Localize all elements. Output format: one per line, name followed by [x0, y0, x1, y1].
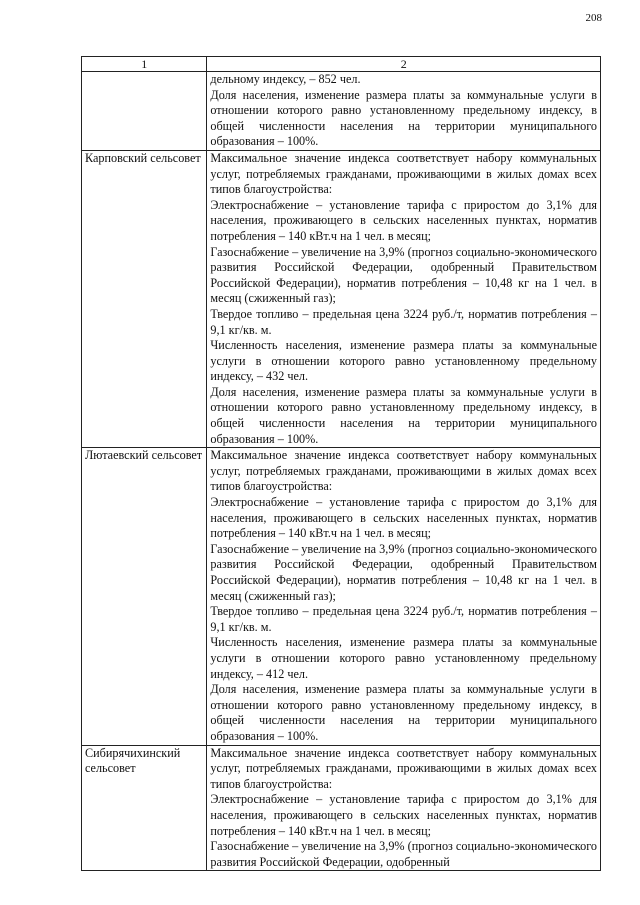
municipality-cell: Лютаевский сельсовет: [82, 448, 207, 745]
municipality-cell: Карповский сельсовет: [82, 150, 207, 447]
description-cell: [207, 72, 601, 151]
description-paragraph: Максимальное значение индекса соответствует набору коммунальных услуг, потребляемых гражданами, проживающими в жилых домах всех типов благоустройства:: [210, 745, 597, 791]
description-paragraph: Электроснабжение – установление тарифа с приростом до 3,1% для населения, проживающего в сельских населенных пунктах, норматив потребления – 140 кВт.ч на 1 чел. в месяц;: [210, 792, 597, 838]
description-paragraph: Максимальное значение индекса соответствует набору коммунальных услуг, потребляемых гражданами, проживающими в жилых домах всех типов благоустройства:: [210, 150, 597, 197]
description-paragraph: Доля населения, изменение размера платы за коммунальные услуги в отношении которого равно установленному предельному индексу, в общей численности населения на территории муниципального образования – 100%.: [210, 682, 597, 743]
description-paragraph: Электроснабжение – установление тарифа с приростом до 3,1% для населения, проживающего в сельских населенных пунктах, норматив потребления – 140 кВт.ч на 1 чел. в месяц;: [210, 495, 597, 541]
description-paragraph: Доля населения, изменение размера платы за коммунальные услуги в отношении которого равно установленному предельному индексу, в общей численности населения на территории муниципального образования – 100%.: [210, 384, 597, 446]
description-paragraph: Твердое топливо – предельная цена 3224 руб./т, норматив потребления – 9,1 кг/кв. м.: [210, 604, 597, 634]
municipality-cell: Сибирячихинский сельсовет: [82, 745, 207, 871]
table-header-row: [82, 57, 601, 72]
description-paragraph: Доля населения, изменение размера платы за коммунальные услуги в отношении которого равно установленному предельному индексу, в общей численности населения на территории муниципального образования – 100%.: [210, 87, 597, 149]
description-paragraph: Газоснабжение – увеличение на 3,9% (прогноз социально-экономического развития Российской Федерации, одобренный: [210, 839, 597, 869]
table-row: [82, 745, 601, 871]
description-paragraph: Газоснабжение – увеличение на 3,9% (прогноз социально-экономического развития Российской Федерации, одобренный Правительством Российской Федерации), норматив потребления – 10,48 кг на 1 чел. в месяц (сжиженный газ);: [210, 541, 597, 603]
description-cell: [207, 745, 601, 871]
column-header-1: 1: [82, 57, 207, 72]
description-cell: [207, 448, 601, 745]
description-paragraph: Газоснабжение – увеличение на 3,9% (прогноз социально-экономического развития Российской Федерации, одобренный Правительством Российской Федерации), норматив потребления – 10,48 кг на 1 чел. в месяц (сжиженный газ);: [210, 244, 597, 306]
table-row: [82, 448, 601, 745]
description-paragraph: Численность населения, изменение размера платы за коммунальные услуги в отношении которого равно установленному предельному индексу, – 412 чел.: [210, 635, 597, 681]
table-row: [82, 72, 601, 151]
description-paragraph: Твердое топливо – предельная цена 3224 руб./т, норматив потребления – 9,1 кг/кв. м.: [210, 306, 597, 337]
page-number: 208: [585, 12, 602, 24]
description-cell: [207, 150, 601, 447]
table-row: [82, 150, 601, 447]
tariff-table: [81, 56, 601, 871]
municipality-cell: [82, 72, 207, 151]
description-paragraph: Численность населения, изменение размера платы за коммунальные услуги в отношении которого равно установленному предельному индексу, – 432 чел.: [210, 338, 597, 384]
description-paragraph: Максимальное значение индекса соответствует набору коммунальных услуг, потребляемых гражданами, проживающими в жилых домах всех типов благоустройства:: [210, 448, 597, 494]
description-paragraph: Электроснабжение – установление тарифа с приростом до 3,1% для населения, проживающего в сельских населенных пунктах, норматив потребления – 140 кВт.ч на 1 чел. в месяц;: [210, 197, 597, 243]
column-header-2: 2: [207, 57, 601, 72]
description-paragraph: дельному индексу, – 852 чел.: [210, 72, 361, 86]
